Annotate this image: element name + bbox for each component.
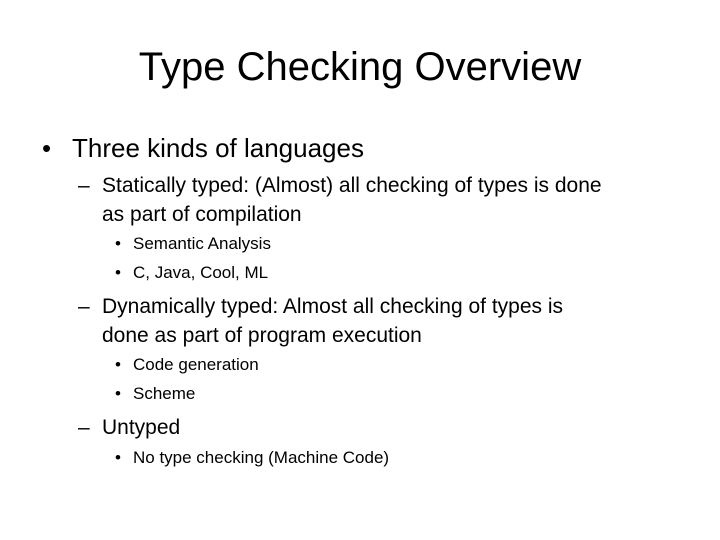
bullet-icon: • bbox=[115, 355, 121, 374]
bullet-icon: • bbox=[115, 234, 121, 253]
dash-icon: – bbox=[78, 295, 90, 318]
bullet-icon: • bbox=[42, 133, 52, 163]
bullet-icon: • bbox=[115, 263, 121, 282]
dynamically-typed-line-2: done as part of program execution bbox=[102, 324, 422, 347]
dynamically-typed-line-1: Dynamically typed: Almost all checking of types is bbox=[102, 295, 564, 318]
code-generation-item: Code generation bbox=[133, 355, 259, 374]
semantic-analysis-item: Semantic Analysis bbox=[133, 234, 271, 253]
statically-typed-line-1: Statically typed: (Almost) all checking of types is done bbox=[102, 174, 602, 197]
bullet-icon: • bbox=[115, 384, 121, 403]
bullet-three-kinds: Three kinds of languages bbox=[72, 133, 364, 163]
dash-icon: – bbox=[78, 174, 90, 197]
dash-icon: – bbox=[78, 416, 90, 439]
untyped-item: Untyped bbox=[102, 416, 181, 439]
statically-typed-line-2: as part of compilation bbox=[102, 203, 302, 226]
bullet-icon: • bbox=[115, 448, 121, 467]
slide-title: Type Checking Overview bbox=[138, 45, 582, 89]
c-java-cool-ml-item: C, Java, Cool, ML bbox=[133, 263, 269, 282]
no-type-checking-item: No type checking (Machine Code) bbox=[133, 448, 390, 467]
scheme-item: Scheme bbox=[133, 384, 196, 403]
